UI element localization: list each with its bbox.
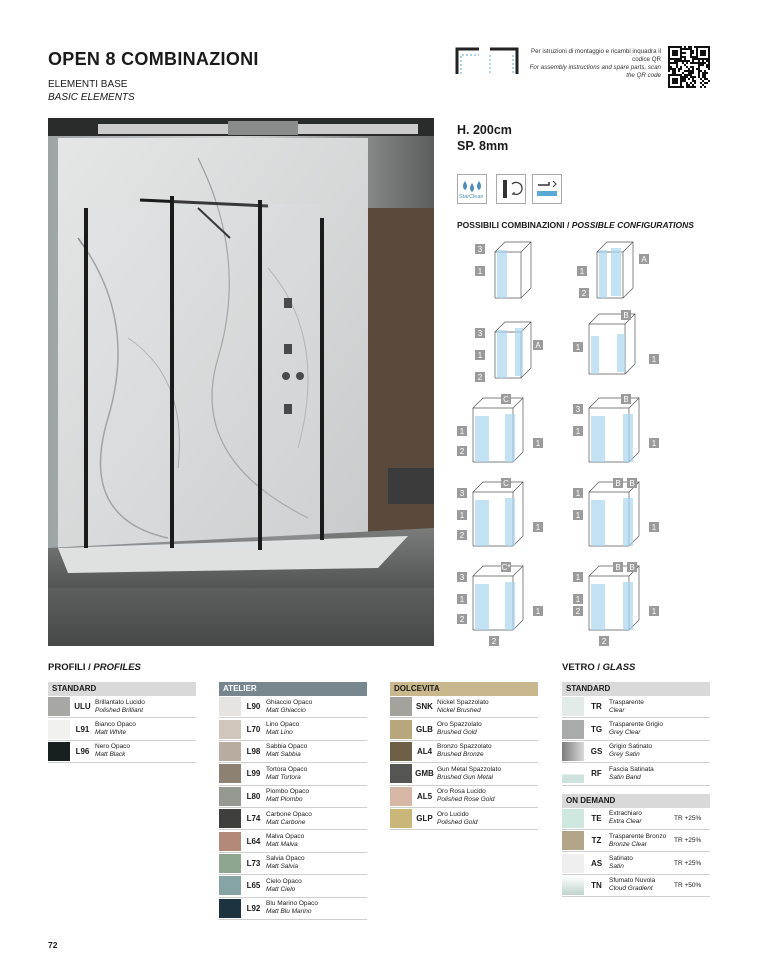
finish-name	[266, 900, 367, 916]
finish-name	[609, 833, 674, 849]
finish-row	[48, 741, 196, 763]
config-label	[457, 572, 467, 582]
qr-code-icon[interactable]	[668, 46, 710, 88]
finish-name-en: Matt Black	[95, 751, 126, 759]
finish-name-it: Oro Lucido	[437, 810, 469, 818]
finish-name	[609, 877, 674, 893]
finish-name	[266, 788, 367, 804]
color-swatch	[390, 764, 412, 783]
finish-name-it: Trasparente Grigio	[609, 721, 663, 729]
svg-text:C: C	[503, 395, 509, 404]
glass-standard	[562, 682, 710, 897]
surcharge: TR +25%	[674, 859, 702, 867]
finish-row	[48, 696, 196, 718]
starclean-icon	[457, 174, 487, 204]
finish-row	[219, 830, 367, 852]
color-swatch	[219, 832, 241, 851]
finish-name	[95, 743, 196, 759]
color-swatch	[390, 787, 412, 806]
config-label	[573, 606, 583, 616]
finish-name-en: Matt Sabbia	[266, 751, 301, 759]
qr-text-it: Per istruzioni di montaggio e ricambi inquadra il codice QR	[530, 48, 661, 63]
finish-name-it: Sfumato Nuvola	[609, 877, 656, 885]
finish-name-en: Grey Satin	[609, 751, 640, 759]
config-label	[475, 328, 485, 338]
color-swatch	[219, 809, 241, 828]
finish-name-en: Nickel Brushed	[437, 706, 481, 714]
config-label	[501, 394, 511, 404]
finish-name	[266, 743, 367, 759]
standard-profiles	[48, 682, 196, 763]
finish-name-it: Ghiaccio Opaco	[266, 698, 313, 706]
config-label	[533, 340, 543, 350]
config-label	[475, 266, 485, 276]
color-swatch	[48, 697, 70, 716]
config-label	[649, 438, 659, 448]
svg-text:3: 3	[459, 489, 465, 498]
config-label	[489, 636, 499, 646]
finish-row	[390, 741, 538, 763]
profiles-heading: PROFILI / PROFILES	[48, 662, 141, 673]
color-swatch	[219, 720, 241, 739]
finish-row	[562, 875, 710, 897]
config-label	[649, 606, 659, 616]
finish-name-en: Polished Brilliant	[95, 706, 144, 714]
finish-name-it: Tortora Opaco	[266, 765, 308, 773]
finish-name	[266, 855, 367, 871]
finish-code: TN	[591, 880, 602, 890]
surcharge: TR +25%	[674, 837, 702, 845]
config-label	[573, 342, 583, 352]
finish-name-it: Bronzo Spazzolato	[437, 743, 492, 751]
svg-text:2: 2	[459, 531, 465, 540]
finish-name	[266, 833, 367, 849]
color-swatch	[562, 809, 584, 828]
reversible-icon	[496, 174, 526, 204]
finish-name	[437, 743, 538, 759]
finish-row	[562, 808, 710, 830]
finish-name	[609, 721, 710, 737]
finish-name	[609, 855, 674, 871]
on-demand-bar: ON DEMAND	[562, 794, 710, 808]
finish-code: L70	[246, 724, 261, 734]
finish-name-en: Satin	[609, 863, 624, 871]
finish-name-en: Extra Clear	[609, 818, 642, 826]
svg-text:2: 2	[491, 637, 497, 646]
config-label	[501, 478, 511, 488]
finish-name-en: Brushed Bronze	[437, 751, 484, 759]
svg-text:B: B	[629, 563, 635, 572]
finish-code: AL4	[416, 746, 433, 756]
finish-name-en: Matt Salvia	[266, 863, 299, 871]
finish-name-en: Clear	[609, 706, 625, 714]
finish-name-it: Extrachiaro	[609, 810, 642, 818]
config-label	[579, 288, 589, 298]
config-label	[621, 394, 631, 404]
finish-code: TZ	[591, 836, 602, 846]
handle-icon	[532, 174, 562, 204]
config-label	[457, 594, 467, 604]
finish-name-it: Salvia Opaco	[266, 855, 305, 863]
color-swatch	[390, 742, 412, 761]
color-swatch	[562, 742, 584, 761]
finish-row	[219, 741, 367, 763]
svg-text:2: 2	[459, 447, 465, 456]
finish-name	[437, 766, 538, 782]
finish-name-it: Malva Opaco	[266, 833, 305, 841]
atelier-profiles	[219, 682, 367, 920]
svg-text:2: 2	[601, 637, 607, 646]
config-label	[457, 488, 467, 498]
finish-code: SNK	[416, 702, 433, 712]
finish-code: L91	[75, 724, 90, 734]
config-label	[649, 354, 659, 364]
color-swatch	[219, 697, 241, 716]
finish-name-en: Matt White	[95, 729, 127, 737]
config-label	[573, 404, 583, 414]
finish-row	[390, 718, 538, 740]
color-swatch	[390, 720, 412, 739]
config-label	[475, 350, 485, 360]
finish-name	[266, 766, 367, 782]
color-swatch	[219, 854, 241, 873]
config-label	[599, 636, 609, 646]
finish-name-en: Matt Cielo	[266, 885, 296, 893]
finish-name-en: Grey Clear	[609, 729, 641, 737]
subtitle-it: ELEMENTI BASE	[48, 79, 128, 90]
svg-text:A: A	[641, 255, 647, 264]
finish-name-it: Lino Opaco	[266, 721, 300, 729]
finish-name	[437, 721, 538, 737]
config-label	[639, 254, 649, 264]
svg-text:1: 1	[651, 439, 657, 448]
finish-code: L90	[246, 702, 261, 712]
page-number: 72	[48, 940, 58, 950]
finish-name	[437, 699, 538, 715]
color-swatch	[390, 809, 412, 828]
svg-text:B: B	[615, 563, 621, 572]
svg-text:B: B	[623, 395, 629, 404]
config-label	[621, 310, 631, 320]
finish-name	[609, 699, 710, 715]
config-label	[457, 426, 467, 436]
color-swatch	[48, 720, 70, 739]
configurations-title: POSSIBILI COMBINAZIONI / POSSIBLE CONFIGURATIONS	[457, 220, 694, 230]
svg-text:1: 1	[535, 439, 541, 448]
svg-text:1: 1	[459, 511, 465, 520]
finish-name-it: Oro Rosa Lucido	[437, 788, 486, 796]
finish-name	[95, 721, 196, 737]
color-swatch	[562, 697, 584, 716]
finish-name-en: Matt Malva	[266, 841, 298, 849]
finish-code: L92	[246, 903, 261, 913]
specs	[457, 122, 512, 154]
qr-text-en: For assembly instructions and spare parts, scan the QR code	[529, 64, 661, 79]
color-swatch	[219, 742, 241, 761]
finish-name-en: Cloud Gradient	[609, 885, 653, 893]
config-label	[573, 572, 583, 582]
finish-name-it: Nickel Spazzolato	[437, 698, 489, 706]
config-label	[573, 594, 583, 604]
finish-name-en: Polished Rose Gold	[437, 796, 495, 804]
config-label	[649, 522, 659, 532]
svg-text:3: 3	[477, 245, 483, 254]
config-label	[475, 244, 485, 254]
finish-code: L65	[246, 881, 261, 891]
color-swatch	[219, 787, 241, 806]
surcharge: TR +25%	[674, 814, 702, 822]
color-swatch	[219, 876, 241, 895]
page-title: OPEN 8 COMBINAZIONI	[48, 49, 259, 69]
finish-name	[609, 743, 710, 759]
finish-name-it: Fascia Satinata	[609, 765, 654, 773]
svg-text:B: B	[623, 311, 629, 320]
finish-row	[562, 763, 710, 785]
finish-name-it: Blu Marino Opaco	[266, 900, 319, 908]
finish-name-en: Matt Tortora	[266, 773, 301, 781]
finish-row	[219, 853, 367, 875]
finish-name	[437, 811, 538, 827]
config-label	[613, 562, 623, 572]
config-label	[457, 446, 467, 456]
color-swatch	[219, 899, 241, 918]
finish-name	[266, 699, 367, 715]
color-swatch	[562, 854, 584, 873]
finish-name-it: Trasparente	[609, 698, 644, 706]
finish-name-it: Brillantato Lucido	[95, 698, 145, 706]
svg-text:1: 1	[579, 267, 585, 276]
page-subtitle	[48, 78, 135, 104]
svg-text:B: B	[615, 479, 621, 488]
finish-name-it: Oro Spazzolato	[437, 721, 482, 729]
svg-text:3: 3	[477, 329, 483, 338]
svg-text:1: 1	[575, 511, 581, 520]
finish-name-en: Matt Ghiaccio	[266, 706, 306, 714]
config-label	[501, 562, 511, 572]
finish-row	[562, 696, 710, 718]
finish-row	[219, 718, 367, 740]
finish-code: L64	[246, 836, 261, 846]
svg-text:A: A	[535, 341, 541, 350]
finish-row	[219, 808, 367, 830]
finish-code: TG	[590, 724, 603, 734]
svg-text:1: 1	[651, 607, 657, 616]
config-label	[475, 372, 485, 382]
finish-row	[562, 741, 710, 763]
finish-code: L99	[246, 769, 261, 779]
svg-text:1: 1	[459, 427, 465, 436]
finish-code: GLB	[416, 724, 433, 734]
finish-name	[609, 810, 674, 826]
finish-row	[390, 786, 538, 808]
finish-code: GMB	[415, 769, 434, 779]
svg-text:2: 2	[581, 289, 587, 298]
svg-text:C: C	[503, 479, 509, 488]
svg-text:1: 1	[477, 351, 483, 360]
finish-name-en: Brushed Gold	[437, 729, 477, 737]
config-label	[457, 614, 467, 624]
finish-name-it: Carbone Opaco	[266, 810, 312, 818]
glass-standard-bar: STANDARD	[562, 682, 710, 696]
finish-name	[266, 878, 367, 894]
finish-code: GS	[590, 746, 603, 756]
height-spec: H. 200cm	[457, 123, 512, 137]
svg-text:1: 1	[477, 267, 483, 276]
product-photo	[48, 118, 434, 646]
finish-code: GLP	[416, 814, 433, 824]
config-label	[627, 478, 637, 488]
finish-code: RF	[591, 769, 602, 779]
finish-row	[219, 875, 367, 897]
color-swatch	[562, 876, 584, 895]
finish-name-en: Matt Carbone	[266, 818, 306, 826]
config-label	[533, 522, 543, 532]
finish-name	[95, 699, 196, 715]
finish-code: L74	[246, 814, 261, 824]
finish-name	[437, 788, 538, 804]
svg-text:1: 1	[575, 489, 581, 498]
finish-row	[390, 808, 538, 830]
atelier-bar: ATELIER	[219, 682, 367, 696]
finish-row	[219, 898, 367, 920]
finish-name-it: Cielo Opaco	[266, 877, 302, 885]
finish-name-it: Bianco Opaco	[95, 721, 136, 729]
finish-name-en: Polished Gold	[437, 818, 478, 826]
finish-name	[609, 766, 710, 782]
standard-bar: STANDARD	[48, 682, 196, 696]
finish-code: AL5	[416, 791, 433, 801]
config-label	[533, 606, 543, 616]
finish-name-it: Nero Opaco	[95, 743, 131, 751]
svg-text:3: 3	[575, 405, 581, 414]
svg-text:1: 1	[575, 343, 581, 352]
finish-row	[562, 852, 710, 874]
finish-name-en: Matt Blu Marino	[266, 908, 312, 916]
svg-text:B: B	[629, 479, 635, 488]
finish-name-en: Matt Piombo	[266, 796, 303, 804]
qr-instructions	[521, 48, 661, 80]
finish-row	[219, 763, 367, 785]
finish-code: AS	[590, 858, 603, 868]
svg-text:1: 1	[459, 595, 465, 604]
finish-name-it: Sabbia Opaco	[266, 743, 308, 751]
finish-row	[562, 830, 710, 852]
configurations-diagrams	[455, 238, 665, 650]
dolcevita-bar: DOLCEVITA	[390, 682, 538, 696]
config-label	[627, 562, 637, 572]
finish-row	[219, 786, 367, 808]
color-swatch	[48, 742, 70, 761]
config-label	[613, 478, 623, 488]
finish-name-en: Brushed Gun Metal	[437, 773, 494, 781]
shower-layout-icon	[455, 46, 519, 76]
finish-code: L98	[246, 746, 261, 756]
finish-name-it: Piombo Opaco	[266, 788, 309, 796]
finish-name-it: Grigio Satinato	[609, 743, 652, 751]
color-swatch	[562, 764, 584, 783]
svg-text:C*: C*	[501, 563, 511, 572]
thickness-spec: SP. 8mm	[457, 139, 509, 153]
finish-code: L80	[246, 791, 261, 801]
svg-text:1: 1	[535, 607, 541, 616]
color-swatch	[562, 720, 584, 739]
finish-code: TE	[591, 813, 602, 823]
finish-code: L73	[246, 858, 261, 868]
svg-text:2: 2	[575, 607, 581, 616]
config-label	[573, 488, 583, 498]
config-label	[533, 438, 543, 448]
svg-text:1: 1	[651, 355, 657, 364]
finish-code: TR	[591, 702, 602, 712]
dolcevita-profiles	[390, 682, 538, 830]
config-label	[457, 510, 467, 520]
finish-name-en: Satin Band	[609, 773, 641, 781]
svg-text:1: 1	[651, 523, 657, 532]
config-label	[457, 530, 467, 540]
finish-code: ULU	[74, 702, 91, 712]
subtitle-en: BASIC ELEMENTS	[48, 92, 135, 103]
config-label	[573, 510, 583, 520]
finish-row	[562, 718, 710, 740]
svg-text:2: 2	[477, 373, 483, 382]
finish-name-it: Satinato	[609, 855, 633, 863]
svg-text:2: 2	[459, 615, 465, 624]
finish-code: L96	[75, 746, 90, 756]
finish-name-it: Gun Metal Spazzolato	[437, 765, 501, 773]
config-label	[573, 426, 583, 436]
svg-text:1: 1	[575, 573, 581, 582]
finish-name-en: Bronze Clear	[609, 840, 647, 848]
finish-row	[390, 696, 538, 718]
finish-name-it: Trasparente Bronzo	[609, 832, 667, 840]
finish-name	[266, 721, 367, 737]
color-swatch	[390, 697, 412, 716]
svg-text:1: 1	[575, 595, 581, 604]
starclean-label: StarClean	[459, 194, 484, 200]
svg-text:1: 1	[575, 427, 581, 436]
color-swatch	[219, 764, 241, 783]
finish-row	[219, 696, 367, 718]
finish-name-en: Matt Lino	[266, 729, 293, 737]
svg-text:3: 3	[459, 573, 465, 582]
finish-row	[390, 763, 538, 785]
color-swatch	[562, 831, 584, 850]
finish-name	[266, 811, 367, 827]
surcharge: TR +50%	[674, 881, 702, 889]
finish-row	[48, 718, 196, 740]
svg-text:1: 1	[535, 523, 541, 532]
glass-heading: VETRO / GLASS	[562, 662, 636, 673]
config-label	[577, 266, 587, 276]
